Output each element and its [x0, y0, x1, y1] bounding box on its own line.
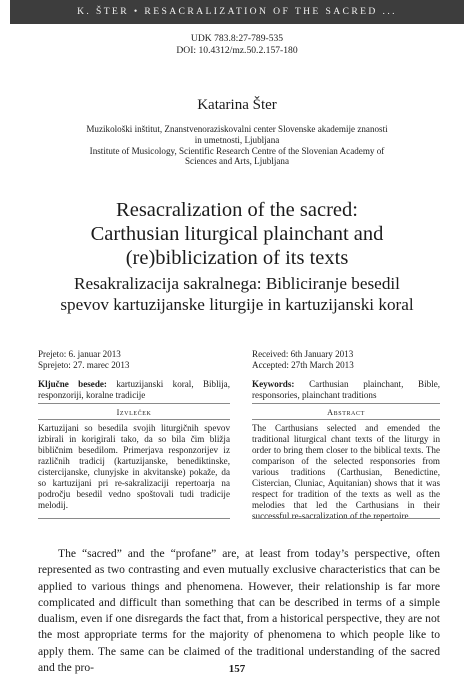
keywords-en	[252, 379, 440, 401]
doi: DOI: 10.4312/mz.50.2.157-180	[176, 45, 298, 56]
accepted-date-en: Accepted: 27th March 2013	[252, 360, 354, 370]
keywords-sl	[38, 379, 230, 401]
divider	[38, 403, 230, 404]
abstract-sl: Kartuzijani so besedila svojih liturgičnih spevov izbirali in korigirali tako, da so bila čim bližja bibličnim besedilom. Primerjava responzorijev iz različnih tradicij (kartuzijanske, benediktinske, cistercijanske, clunyjske in akvitanske) pokaže, da so kartuzijani pri re-sakralizaciji repertoarja na področju besedil vedno spoštovali tudi tradicije melodij.	[38, 423, 230, 510]
received-date-en: Received: 6th January 2013	[252, 349, 354, 359]
divider	[38, 518, 230, 519]
divider	[252, 403, 440, 404]
divider	[252, 419, 440, 420]
accepted-date-sl: Sprejeto: 27. marec 2013	[38, 360, 130, 370]
body-paragraph: The “sacred” and the “profane” are, at least from today’s perspective, often represented as two contrasting and even mutually exclusive characteristics that can be applied to various things and phenomena. However, their relationship is far more complicated and difficult than something that can be described in terms of a simple dualism, even if one disregards the fact that, from a historical perspective, they are not the most appropriate terms for the majority of phenomena to which people like to apply them. The same can be claimed of the traditional understanding of the sacred and the pro-	[38, 547, 440, 675]
abstract-en: The Carthusians selected and emended the traditional liturgical chant texts of the liturgy in order to bring them closer to the biblical texts. The comparison of the selected responsories from various traditions (Carthusian, Benedictine, Cistercian, Cluniac, Aquitanian) shows that it was respect for tradition of the texts as well as the melodies that led the Carthusians in their successful re-sacralization of the repertoire.	[252, 423, 440, 521]
running-header: K. ŠTER • RESACRALIZATION OF THE SACRED ...	[10, 0, 464, 24]
abstract-heading-en: Abstract	[327, 408, 365, 417]
article-subtitle	[30, 274, 444, 315]
subtitle-line: Resakralizacija sakralnega: Bibliciranje besedil	[74, 274, 400, 293]
divider	[38, 419, 230, 420]
divider	[252, 518, 440, 519]
subtitle-line: spevov kartuzijanske liturgije in kartuzijanski koral	[60, 294, 414, 314]
received-date-sl: Prejeto: 6. januar 2013	[38, 349, 121, 359]
udk-code: UDK 783.8:27-789-535	[190, 33, 284, 44]
abstract-heading-sl: Izvleček	[116, 408, 152, 417]
article-title	[40, 198, 434, 270]
keywords-label-sl: Ključne besede:	[38, 379, 107, 389]
title-line: Carthusian liturgical plainchant and	[90, 223, 384, 245]
author-name: Katarina Šter	[197, 97, 277, 113]
body-text	[38, 546, 440, 676]
title-line: (re)biblicization of its texts	[125, 247, 349, 269]
affiliation-slovene: Muzikološki inštitut, Znanstvenoraziskovalni center Slovenske akademije znanosti in umetnosti, Ljubljana	[86, 124, 388, 145]
keywords-text-en: Carthusian plainchant, Bible, responsories, plainchant traditions	[252, 379, 440, 400]
affiliation	[82, 124, 392, 167]
keywords-label-en: Keywords:	[252, 379, 295, 389]
page-number: 157	[228, 663, 246, 675]
title-line: Resacralization of the sacred:	[116, 199, 358, 221]
keywords-text-sl: kartuzijanski koral, Biblija, responzoriji, koralne tradicije	[38, 379, 230, 400]
affiliation-english: Institute of Musicology, Scientific Research Centre of the Slovenian Academy of Sciences and Arts, Ljubljana	[89, 145, 385, 167]
